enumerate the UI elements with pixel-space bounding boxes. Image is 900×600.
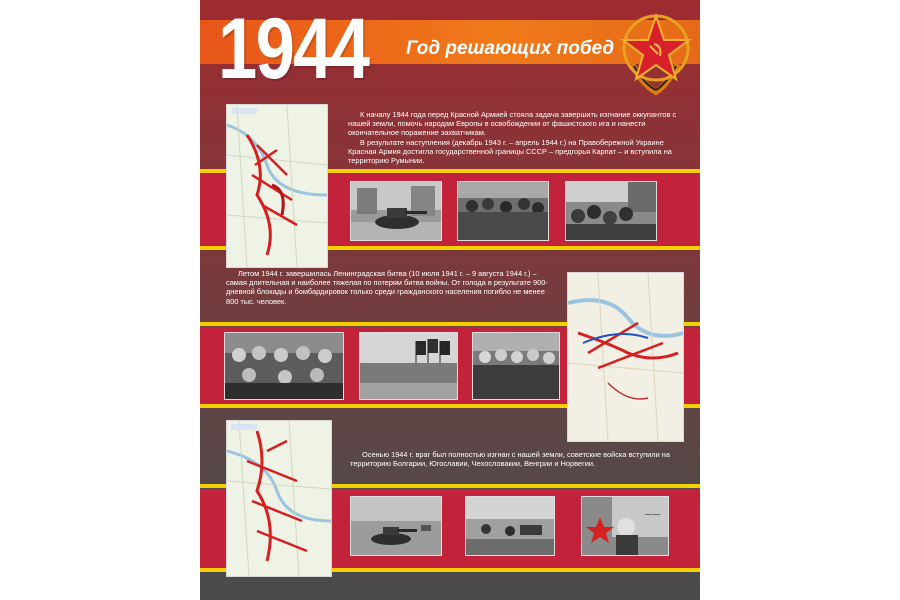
- photo-crowd-greeting: [565, 181, 657, 241]
- svg-text:⁓⁓: ⁓⁓: [644, 510, 660, 519]
- photo-soldiers-marching: [457, 181, 549, 241]
- photo-parade-banners: [359, 332, 458, 400]
- photo-battlefield: [465, 496, 555, 556]
- photo-women-soldiers: [472, 332, 560, 400]
- section1-paragraph: К началу 1944 года перед Красной Армией стояла задача завершить изгнание оккупантов с нашей земли, помочь народам Европы в освобождении от фашистского ига и нанести окончательное поражение захватчикам.: [348, 110, 677, 138]
- section3-text: [350, 450, 690, 468]
- map-leningrad-battle: [567, 272, 684, 442]
- section2-paragraph: Летом 1944 г. завершилась Ленинградская битва (10 июля 1941 г. – 9 августа 1944 г.) – самая длительная и наиболее тяжелая по потерям битва войны. От голода в результате 900-дневной блокады и бомбардировок только среди гражданского населения погибло не менее 800 тыс. человек.: [226, 269, 548, 306]
- section3-paragraph: Осенью 1944 г. враг был полностью изгнан с нашей земли, советские войска вступили на территорию Болгарии, Югославии, Чехословакии, Венгрии и Норвегии.: [350, 450, 670, 469]
- map-autumn-offensive: [226, 420, 332, 577]
- photo-pilot-aircraft: [581, 496, 669, 556]
- poster: [200, 0, 700, 600]
- poster-year: 1944: [218, 1, 369, 97]
- photo-tank-in-city: [350, 181, 442, 241]
- map-right-bank-ukraine: [226, 104, 328, 268]
- photo-partisans-group: [224, 332, 344, 400]
- section2-text: [226, 269, 556, 306]
- section1-paragraph: В результате наступления (декабрь 1943 г. – апрель 1944 г.) на Правобережной Украине Красная Армия достигла государственной границы СССР – предгорья Карпат – и вступила на территорию Румынии.: [348, 137, 672, 166]
- section1-text: [348, 110, 688, 165]
- poster-subtitle: Год решающих побед: [406, 38, 615, 59]
- red-star-emblem-icon: [612, 4, 698, 96]
- photo-tanks-field: [350, 496, 442, 556]
